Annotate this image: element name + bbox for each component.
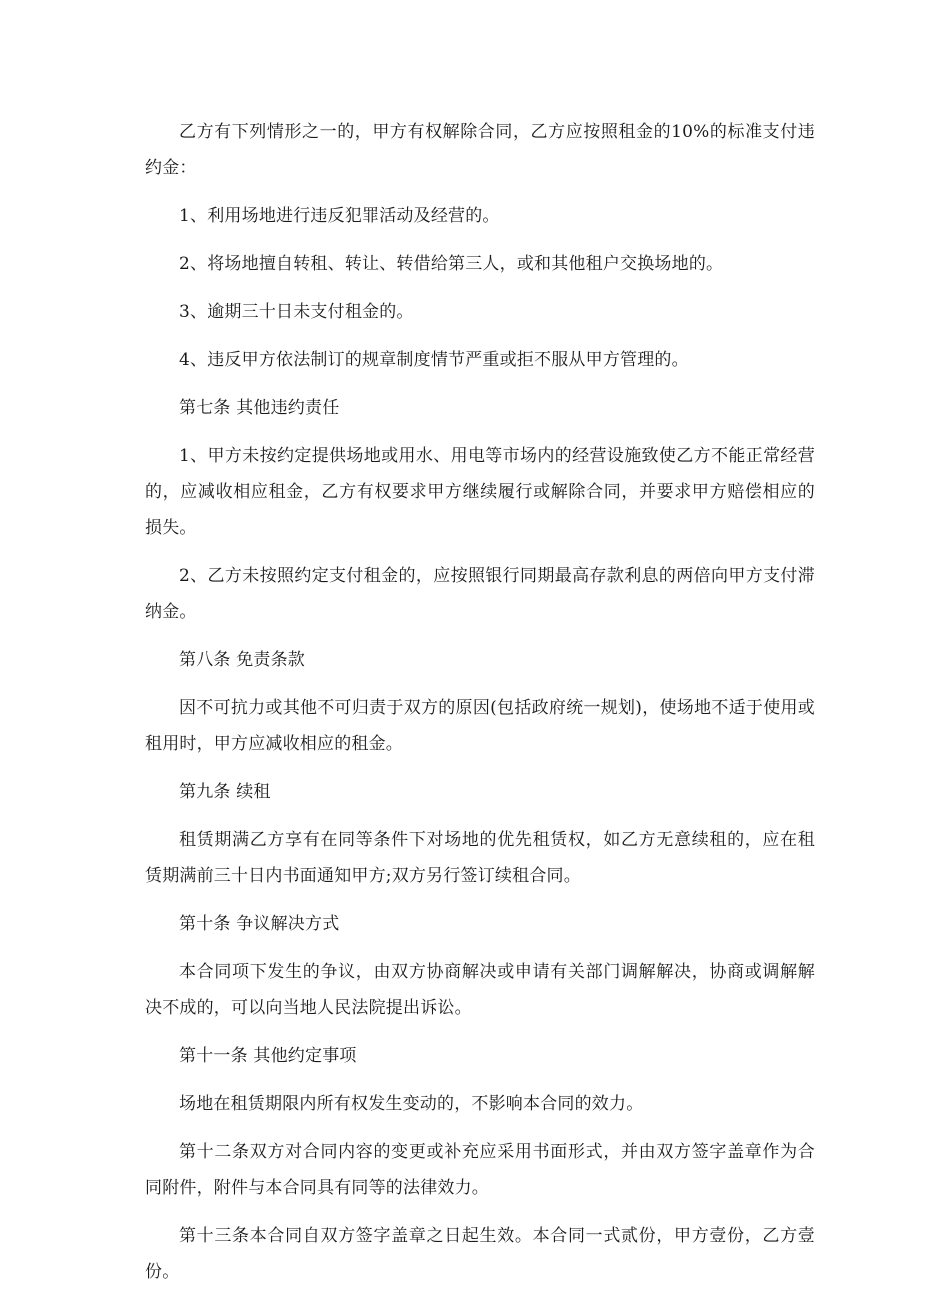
paragraph-penalty-conditions: 乙方有下列情形之一的，甲方有权解除合同，乙方应按照租金的10%的标准支付违约金： (145, 122, 815, 178)
section-heading-article-11: 第十一条 其他约定事项 (179, 1046, 357, 1066)
document-body (145, 114, 815, 1302)
paragraph-article-7-item-1: 1、甲方未按约定提供场地或用水、用电等市场内的经营设施致使乙方不能正常经营的，应减收相应租金，乙方有权要求甲方继续履行或解除合同，并要求甲方赔偿相应的损失。 (145, 446, 815, 538)
paragraph-item-2: 2、将场地擅自转租、转让、转借给第三人，或和其他租户交换场地的。 (179, 254, 724, 274)
section-heading-article-9: 第九条 续租 (179, 782, 271, 802)
section-heading-article-7: 第七条 其他违约责任 (179, 398, 340, 418)
paragraph-article-12: 第十二条双方对合同内容的变更或补充应采用书面形式，并由双方签字盖章作为合同附件，附件与本合同具有同等的法律效力。 (145, 1142, 815, 1198)
paragraph-item-3: 3、逾期三十日未支付租金的。 (179, 302, 414, 322)
paragraph-item-4: 4、违反甲方依法制订的规章制度情节严重或拒不服从甲方管理的。 (179, 350, 689, 370)
paragraph-article-8: 因不可抗力或其他不可归责于双方的原因(包括政府统一规划)，使场地不适于使用或租用时，甲方应减收相应的租金。 (145, 698, 815, 754)
paragraph-article-9: 租赁期满乙方享有在同等条件下对场地的优先租赁权，如乙方无意续租的，应在租赁期满前三十日内书面通知甲方;双方另行签订续租合同。 (145, 830, 815, 886)
section-heading-article-10: 第十条 争议解决方式 (179, 914, 340, 934)
section-heading-article-8: 第八条 免责条款 (179, 650, 306, 670)
paragraph-article-13: 第十三条本合同自双方签字盖章之日起生效。本合同一式贰份，甲方壹份，乙方壹份。 (145, 1226, 815, 1282)
paragraph-article-11: 场地在租赁期限内所有权发生变动的，不影响本合同的效力。 (179, 1094, 644, 1114)
paragraph-item-1: 1、利用场地进行违反犯罪活动及经营的。 (179, 206, 500, 226)
paragraph-article-10: 本合同项下发生的争议，由双方协商解决或申请有关部门调解解决，协商或调解解决不成的，可以向当地人民法院提出诉讼。 (145, 962, 815, 1018)
paragraph-article-7-item-2: 2、乙方未按照约定支付租金的，应按照银行同期最高存款利息的两倍向甲方支付滞纳金。 (145, 566, 815, 622)
